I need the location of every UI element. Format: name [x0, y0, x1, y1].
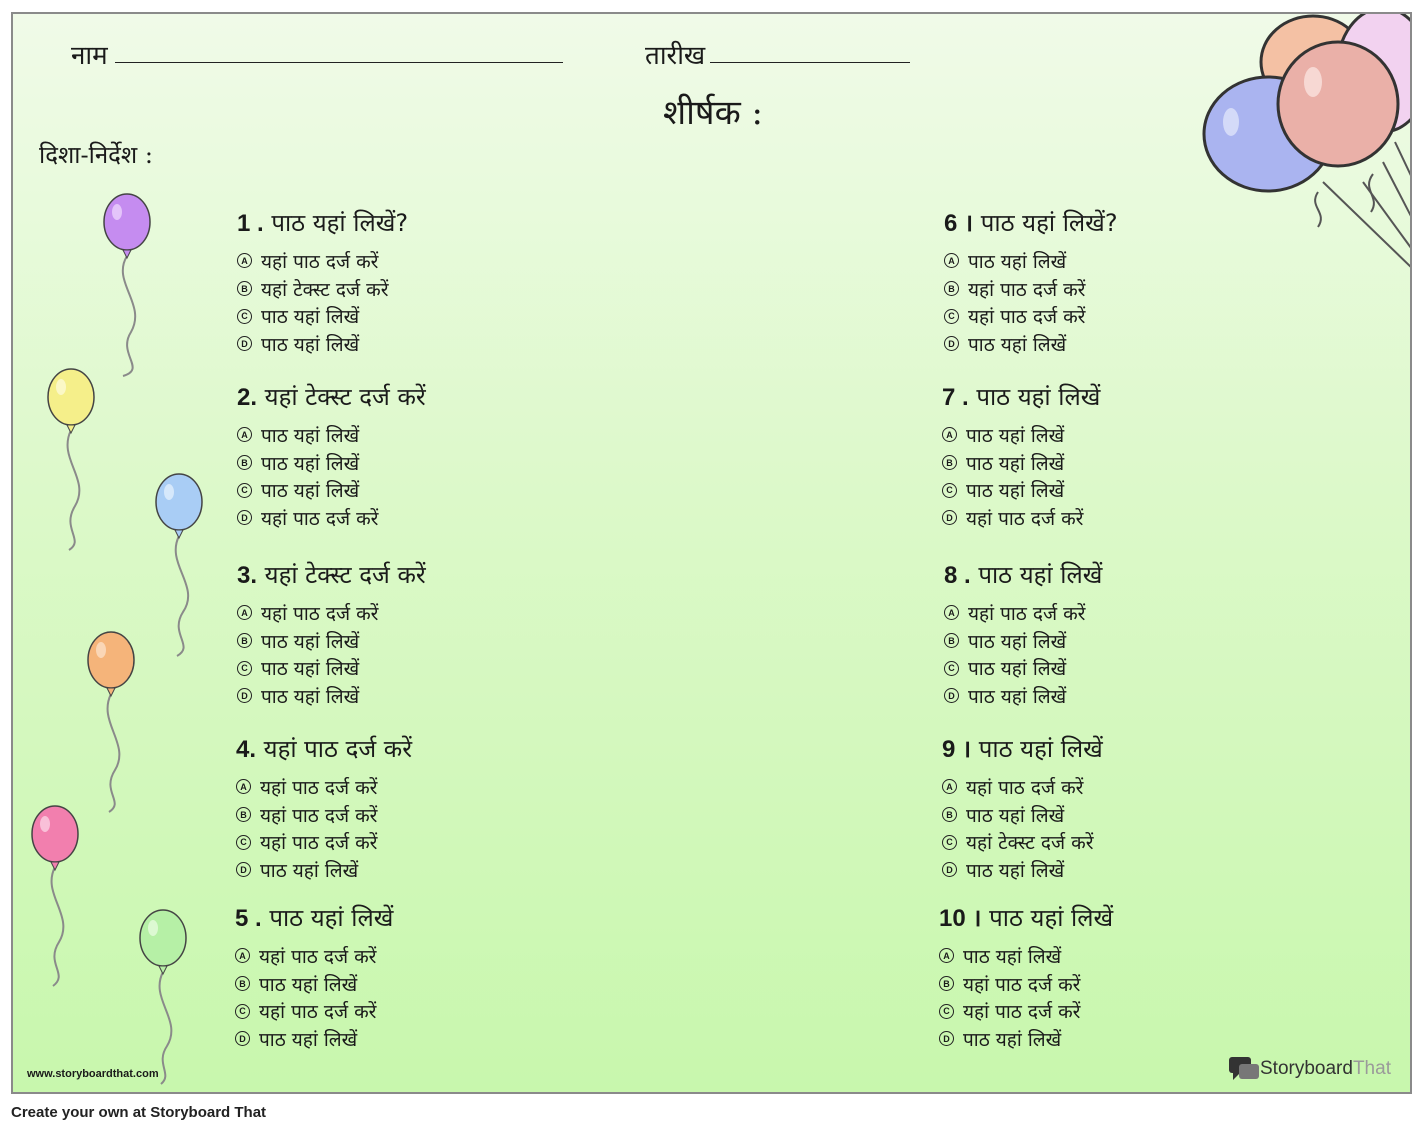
worksheet-title: शीर्षक :	[663, 93, 763, 133]
balloon-icon	[140, 910, 186, 1084]
option-text: यहां पाठ दर्ज करें	[968, 602, 1086, 625]
option-text: पाठ यहां लिखें	[968, 658, 1067, 681]
option-letter: C	[942, 835, 957, 850]
option-text: पाठ यहां लिखें	[261, 685, 360, 708]
option-letter: B	[944, 281, 959, 296]
option-text: पाठ यहां लिखें	[968, 250, 1067, 273]
option-letter: B	[939, 976, 954, 991]
option-letter: A	[939, 948, 954, 963]
option-letter: D	[942, 510, 957, 525]
question-6	[944, 206, 1118, 358]
option-letter: D	[237, 688, 252, 703]
option-text: यहां टेक्स्ट दर्ज करें	[261, 278, 389, 301]
option-letter: B	[237, 455, 252, 470]
question-number: 4.	[236, 736, 257, 763]
option-d[interactable]	[939, 1025, 1113, 1053]
option-letter: D	[237, 510, 252, 525]
balloon-icon	[156, 474, 202, 656]
option-text: पाठ यहां लिखें	[968, 630, 1067, 653]
option-c[interactable]	[942, 828, 1103, 856]
option-text: यहां टेक्स्ट दर्ज करें	[966, 832, 1094, 855]
option-text: पाठ यहां लिखें	[963, 945, 1062, 968]
option-b[interactable]	[237, 275, 408, 303]
question-text: पाठ यहां लिखें	[269, 904, 394, 932]
option-c[interactable]	[944, 302, 1118, 330]
option-d[interactable]	[236, 856, 412, 884]
website-url[interactable]: www.storyboardthat.com	[27, 1068, 159, 1080]
question-text: पाठ यहां लिखें?	[980, 209, 1118, 237]
option-b[interactable]	[237, 449, 426, 477]
option-letter: C	[237, 309, 252, 324]
question-text: पाठ यहां लिखें?	[271, 209, 409, 237]
option-text: पाठ यहां लिखें	[261, 306, 360, 329]
option-letter: C	[235, 1004, 250, 1019]
logo-text-that: That	[1352, 1058, 1391, 1079]
worksheet	[11, 12, 1412, 1094]
question-text: पाठ यहां लिखें	[989, 904, 1114, 932]
option-text: पाठ यहां लिखें	[259, 973, 358, 996]
option-c[interactable]	[939, 997, 1113, 1025]
option-letter: C	[939, 1004, 954, 1019]
logo-icon	[1228, 1056, 1260, 1082]
option-text: पाठ यहां लिखें	[261, 480, 360, 503]
option-b[interactable]	[235, 970, 393, 998]
balloon-bunch-icon	[1183, 12, 1412, 272]
option-c[interactable]	[942, 476, 1100, 504]
option-text: पाठ यहां लिखें	[966, 480, 1065, 503]
option-b[interactable]	[942, 449, 1100, 477]
option-text: यहां पाठ दर्ज करें	[261, 507, 379, 530]
option-letter: B	[237, 633, 252, 648]
option-text: यहां पाठ दर्ज करें	[260, 832, 378, 855]
name-label: नाम	[71, 41, 108, 71]
option-a[interactable]	[237, 247, 408, 275]
option-text: पाठ यहां लिखें	[966, 424, 1065, 447]
question-1	[237, 206, 408, 358]
option-letter: C	[237, 661, 252, 676]
date-label: तारीख	[645, 41, 706, 71]
option-text: पाठ यहां लिखें	[968, 685, 1067, 708]
option-letter: B	[944, 633, 959, 648]
option-letter: D	[237, 336, 252, 351]
option-text: यहां पाठ दर्ज करें	[259, 1001, 377, 1024]
option-a[interactable]	[237, 421, 426, 449]
question-3	[237, 558, 426, 710]
balloon-decorations	[13, 14, 243, 1094]
option-letter: A	[942, 779, 957, 794]
question-text: यहां टेक्स्ट दर्ज करें	[264, 561, 426, 589]
option-d[interactable]	[237, 682, 426, 710]
question-number: 2.	[237, 384, 258, 411]
option-a[interactable]	[944, 247, 1118, 275]
question-number: 3.	[237, 562, 258, 589]
option-text: पाठ यहां लिखें	[966, 804, 1065, 827]
option-letter: A	[236, 779, 251, 794]
option-text: यहां पाठ दर्ज करें	[261, 250, 379, 273]
option-letter: C	[942, 483, 957, 498]
question-5	[235, 901, 393, 1053]
option-c[interactable]	[235, 997, 393, 1025]
option-letter: D	[236, 862, 251, 877]
option-b[interactable]	[939, 970, 1113, 998]
question-number: 5 .	[235, 905, 262, 932]
option-letter: A	[237, 605, 252, 620]
option-d[interactable]	[237, 504, 426, 532]
option-letter: B	[942, 455, 957, 470]
question-4	[236, 732, 412, 884]
option-c[interactable]	[237, 654, 426, 682]
option-c[interactable]	[237, 302, 408, 330]
option-b[interactable]	[942, 801, 1103, 829]
option-a[interactable]	[939, 942, 1113, 970]
option-text: पाठ यहां लिखें	[260, 859, 359, 882]
option-letter: B	[237, 281, 252, 296]
question-7	[942, 380, 1100, 532]
option-letter: D	[944, 336, 959, 351]
option-b[interactable]	[237, 627, 426, 655]
option-letter: C	[236, 835, 251, 850]
option-text: पाठ यहां लिखें	[261, 452, 360, 475]
balloon-icon	[104, 194, 150, 376]
directions-label: दिशा-निर्देश :	[39, 141, 153, 169]
option-text: पाठ यहां लिखें	[261, 424, 360, 447]
option-text: पाठ यहां लिखें	[261, 333, 360, 356]
option-text: यहां पाठ दर्ज करें	[966, 776, 1084, 799]
option-letter: A	[944, 253, 959, 268]
date-line	[710, 62, 910, 63]
option-text: यहां पाठ दर्ज करें	[968, 306, 1086, 329]
option-letter: A	[235, 948, 250, 963]
option-c[interactable]	[237, 476, 426, 504]
question-number: 8 .	[944, 562, 971, 589]
option-text: पाठ यहां लिखें	[259, 1028, 358, 1051]
option-c[interactable]	[236, 828, 412, 856]
option-letter: D	[942, 862, 957, 877]
option-text: पाठ यहां लिखें	[966, 452, 1065, 475]
question-text: यहां पाठ दर्ज करें	[263, 735, 413, 763]
option-d[interactable]	[235, 1025, 393, 1053]
option-letter: A	[237, 427, 252, 442]
option-a[interactable]	[942, 773, 1103, 801]
storyboardthat-logo[interactable]	[1228, 1056, 1391, 1082]
option-letter: D	[235, 1031, 250, 1046]
option-a[interactable]	[237, 599, 426, 627]
question-number: 7 .	[942, 384, 969, 411]
option-b[interactable]	[944, 627, 1102, 655]
option-letter: A	[944, 605, 959, 620]
option-text: यहां पाठ दर्ज करें	[260, 804, 378, 827]
option-b[interactable]	[944, 275, 1118, 303]
question-9	[942, 732, 1103, 884]
balloon-icon	[88, 632, 134, 812]
option-b[interactable]	[236, 801, 412, 829]
question-number: 6 ।	[944, 210, 974, 237]
option-text: पाठ यहां लिखें	[261, 630, 360, 653]
question-text: पाठ यहां लिखें	[976, 383, 1101, 411]
option-letter: B	[235, 976, 250, 991]
option-text: यहां पाठ दर्ज करें	[260, 776, 378, 799]
option-text: पाठ यहां लिखें	[963, 1028, 1062, 1051]
question-2	[237, 380, 426, 532]
option-text: यहां पाठ दर्ज करें	[966, 507, 1084, 530]
option-letter: C	[944, 309, 959, 324]
option-text: यहां पाठ दर्ज करें	[963, 1001, 1081, 1024]
question-10	[939, 901, 1113, 1053]
question-8	[944, 558, 1102, 710]
option-d[interactable]	[944, 330, 1118, 358]
option-letter: B	[942, 807, 957, 822]
question-number: 9 ।	[942, 736, 972, 763]
option-d[interactable]	[942, 856, 1103, 884]
option-text: यहां पाठ दर्ज करें	[261, 602, 379, 625]
question-number: 10 ।	[939, 905, 982, 932]
option-d[interactable]	[942, 504, 1100, 532]
option-letter: D	[944, 688, 959, 703]
option-letter: A	[942, 427, 957, 442]
balloon-icon	[32, 806, 78, 986]
option-d[interactable]	[944, 682, 1102, 710]
option-a[interactable]	[942, 421, 1100, 449]
option-text: पाठ यहां लिखें	[966, 859, 1065, 882]
option-c[interactable]	[944, 654, 1102, 682]
option-a[interactable]	[236, 773, 412, 801]
logo-text-storyboard: Storyboard	[1260, 1058, 1353, 1079]
option-text: यहां पाठ दर्ज करें	[963, 973, 1081, 996]
option-text: पाठ यहां लिखें	[968, 333, 1067, 356]
option-a[interactable]	[944, 599, 1102, 627]
question-text: पाठ यहां लिखें	[978, 735, 1103, 763]
option-a[interactable]	[235, 942, 393, 970]
question-text: पाठ यहां लिखें	[978, 561, 1103, 589]
balloon-icon	[48, 369, 94, 550]
option-text: यहां पाठ दर्ज करें	[259, 945, 377, 968]
option-text: यहां पाठ दर्ज करें	[968, 278, 1086, 301]
question-number: 1 .	[237, 210, 264, 237]
option-text: पाठ यहां लिखें	[261, 658, 360, 681]
option-letter: C	[237, 483, 252, 498]
option-letter: A	[237, 253, 252, 268]
option-letter: B	[236, 807, 251, 822]
option-letter: C	[944, 661, 959, 676]
question-text: यहां टेक्स्ट दर्ज करें	[264, 383, 426, 411]
option-d[interactable]	[237, 330, 408, 358]
option-letter: D	[939, 1031, 954, 1046]
footer-text[interactable]: Create your own at Storyboard That	[11, 1104, 267, 1121]
